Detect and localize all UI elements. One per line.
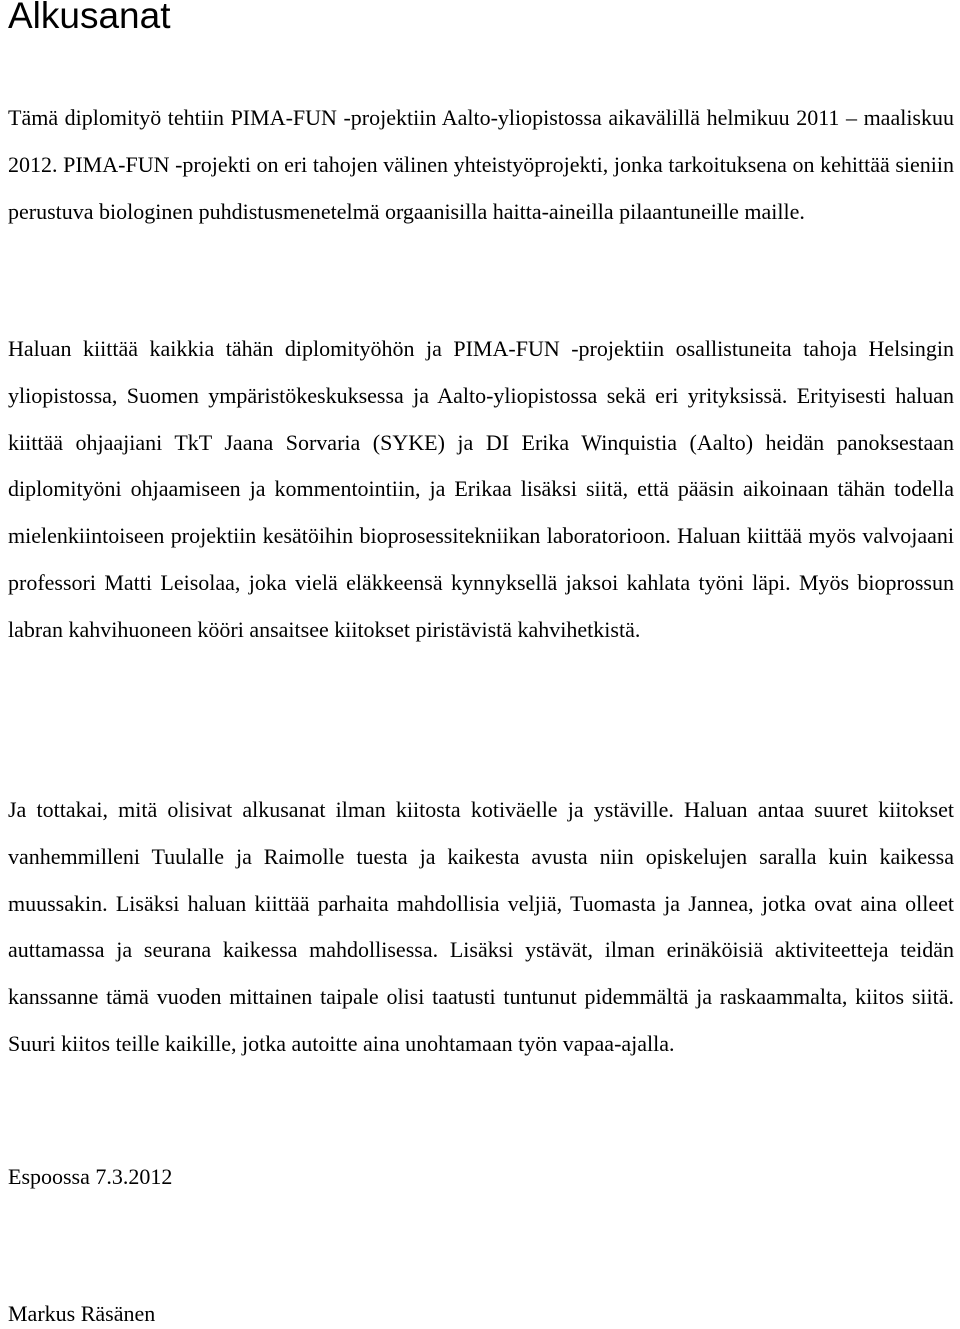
- place-and-date: Espoossa 7.3.2012: [8, 1164, 173, 1189]
- paragraph-acknowledgements-family: Ja tottakai, mitä olisivat alkusanat ilman kiitosta kotiväelle ja ystäville. Haluan antaa suuret kiitokset vanhemmilleni Tuulalle ja Raimolle tuesta ja kaikesta avusta niin opiskelujen saralla kuin kaikessa muussakin. Lisäksi haluan kiittää parhaita mahdollisia veljiä, Tuomasta ja Jannea, jotka ovat aina olleet auttamassa ja seurana kaikessa mahdollisessa. Lisäksi ystävät, ilman erinäköisiä aktiviteetteja teidän kanssanne tämä vuoden mittainen taipale olisi taatusti tuntunut pidemmältä ja raskaammalta, kiitos siitä. Suuri kiitos teille kaikille, jotka autoitte aina unohtamaan työn vapaa-ajalla.: [8, 797, 954, 1056]
- paragraph-project-intro: Tämä diplomityö tehtiin PIMA-FUN -projektiin Aalto-yliopistossa aikavälillä helmikuu 2011 – maaliskuu 2012. PIMA-FUN -projekti on eri tahojen välinen yhteistyöprojekti, jonka tarkoituksena on kehittää sieniin perustuva biologinen puhdistusmenetelmä orgaanisilla haitta-aineilla pilaantuneille maille.: [8, 105, 954, 224]
- author-signature: Markus Räsänen: [8, 1301, 156, 1326]
- paragraph-acknowledgements-work: Haluan kiittää kaikkia tähän diplomityöhön ja PIMA-FUN -projektiin osallistuneita tahoja Helsingin yliopistossa, Suomen ympäristökeskuksessa ja Aalto-yliopistossa sekä eri yrityksissä. Erityisesti haluan kiittää ohjaajiani TkT Jaana Sorvaria (SYKE) ja DI Erika Winquistia (Aalto) heidän panoksestaan diplomityöni ohjaamiseen ja kommentointiin, ja Erikaa lisäksi siitä, että pääsin aikoinaan tähän todella mielenkiintoiseen projektiin kesätöihin bioprosessitekniikan laboratorioon. Haluan kiittää myös valvojaani professori Matti Leisolaa, joka vielä eläkkeensä kynnyksellä jaksoi kahlata työni läpi. Myös bioprossun labran kahvihuoneen kööri ansaitsee kiitokset piristävistä kahvihetkistä.: [8, 336, 954, 642]
- page-title: Alkusanat: [8, 0, 171, 36]
